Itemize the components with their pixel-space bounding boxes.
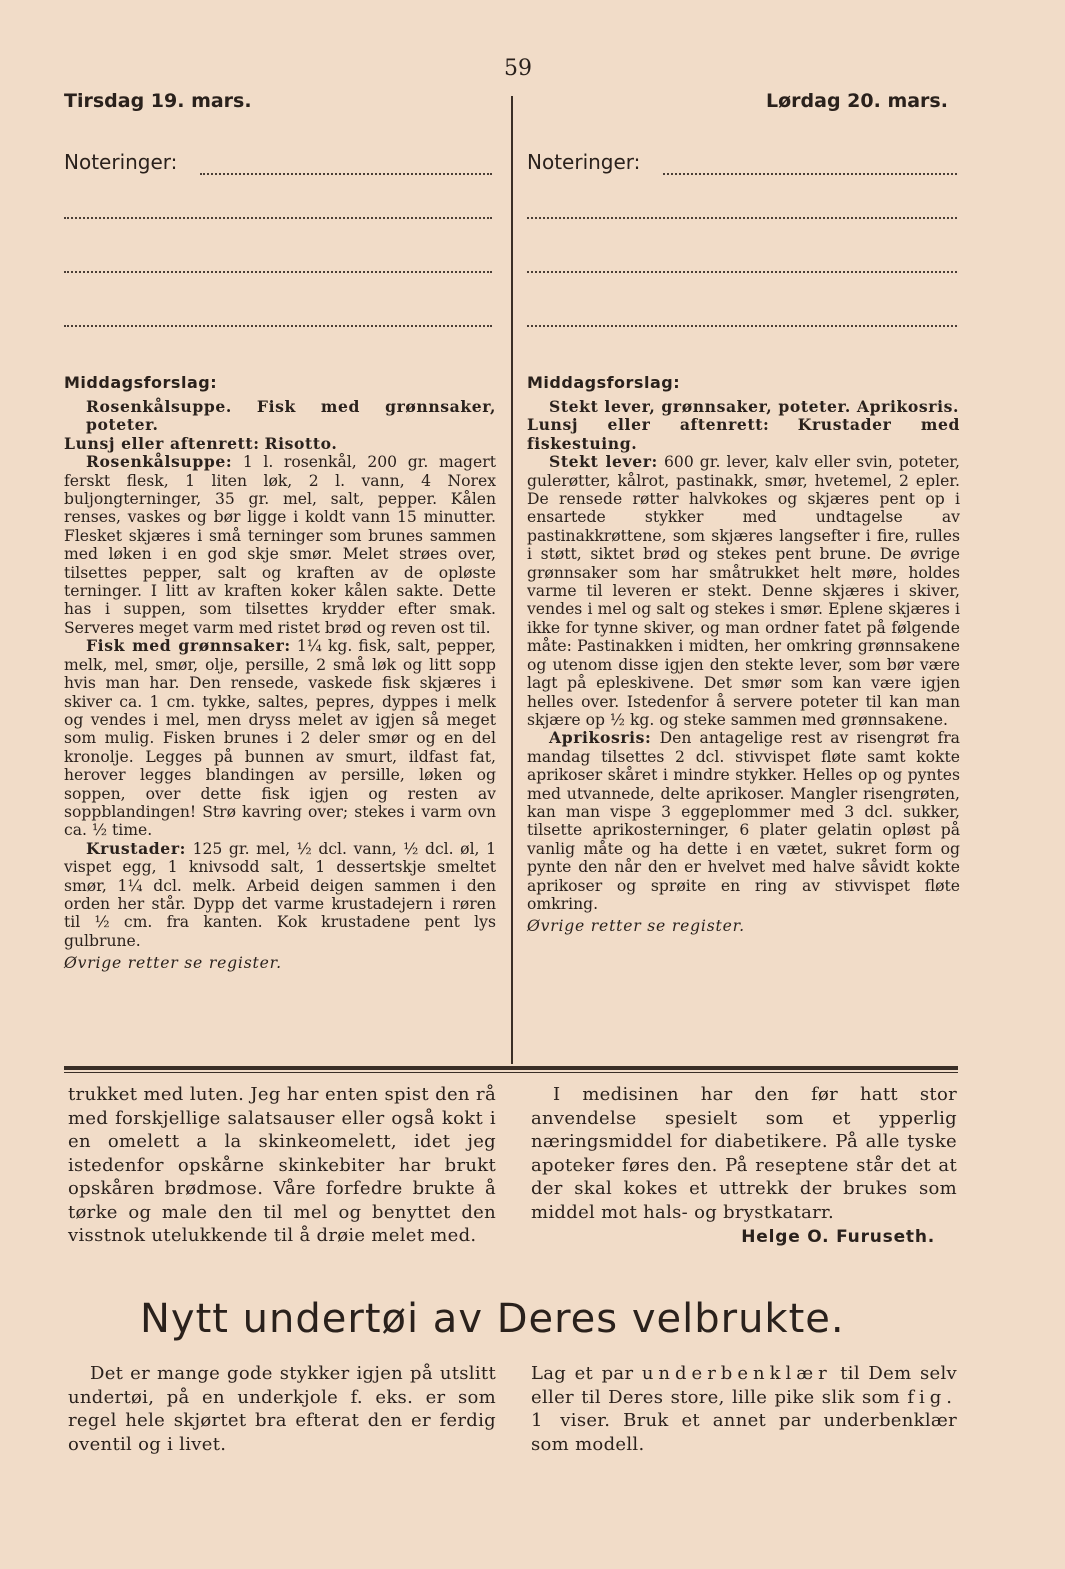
article-author: Helge O. Furuseth. [741, 1227, 935, 1247]
right-recipe-2 [527, 729, 960, 913]
right-notes-line-1 [663, 170, 957, 175]
right-recipes [527, 398, 960, 936]
left-lunch [64, 435, 496, 453]
left-recipe-1 [64, 453, 496, 637]
feature-right-post: viser. Bruk et annet par underbenklær som modell. [531, 1410, 958, 1455]
left-recipe-3 [64, 840, 496, 950]
left-recipe-2-title: Fisk med grønnsaker: [86, 636, 291, 656]
article-right [531, 1083, 957, 1250]
right-recipe-2-title: Aprikosris: [549, 728, 652, 748]
left-lunch-label: Lunsj eller aftenrett: [64, 433, 260, 453]
right-day-title: Lørdag 20. mars. [766, 90, 948, 112]
left-notes-line-1 [200, 170, 492, 175]
left-recipe-3-text: 125 gr. mel, ½ dcl. vann, ½ dcl. øl, 1 vispet egg, 1 knivsodd salt, 1 dessertskje smeltet smør, 1¼ dcl. melk. Arbeid deigen sammen i den orden her står. Dypp det varme krustadejern i røren til ½ cm. fra kanten. Kok krustadene pent lys gulbrune. [64, 839, 496, 950]
left-dinner-menu: Rosenkålsuppe. Fisk med grønnsaker, poteter. [86, 397, 496, 435]
left-notes-line-4 [64, 322, 492, 327]
right-notes-label: Noteringer: [527, 150, 641, 174]
article-left [68, 1083, 496, 1248]
left-recipe-1-text: 1 l. rosenkål, 200 gr. magert ferskt flesk, 1 liten løk, 2 l. vann, 4 Norex buljongterninger, 35 gr. mel, salt, pepper. Kålen renses, vaskes og bør ligge i koldt vann 15 minutter. Flesket skjæres i små terninger som brunes sammen med løken i en god skje smør. Melet strøes over, tilsettes pepper, salt og kraften av de opløste terninger. I litt av kraften koker kålen sakte. Dette has i suppen, som tilsettes krydder efter smak. Serveres meget varm med ristet brød og reven ost til. [64, 453, 496, 637]
right-recipe-1-text: 600 gr. lever, kalv eller svin, poteter, gulerøtter, kålrot, pastinakk, smør, hvetemel, 2 epler. De rensede røtter halvkokes og skjæres pent op i ensartede stykker med undtagelse av pastinakkrøttene, som skjæres langsefter i fire, rulles i støtt, siktet brød og stekes pent brune. De øvrige grønnsaker som har småtrukket helt møre, holdes varme til leveren er stekt. Denne skjæres i skiver, vendes i mel og salt og stekes i smør. Eplene skjæres i ikke for tynne skiver, og man ordner fatet på følgende måte: Pastinakken i midten, her omkring grønnsakene og utenom disse igjen den stekte lever, som bør være lagt på epleskivene. Det smør som kan være igjen helles over. Istedenfor å servere poteter til kan man skjære op ½ kg. og steke sammen med grønnsakene. [527, 453, 960, 729]
left-recipe-1-title: Rosenkålsuppe: [86, 452, 233, 472]
feature-right-spaced: underbenklær [641, 1363, 832, 1384]
left-notes-line-2 [64, 214, 492, 219]
feature-left-text: Det er mange gode stykker igjen på utslitt undertøi, på en underkjole f. eks. er som regel hele skjørtet bra efterat den er ferdig oventil og i livet. [68, 1363, 496, 1455]
right-dinner-menu: Stekt lever, grønnsaker, poteter. Aprikosris. [549, 397, 959, 416]
right-lunch-value: Krustader med fiskestuing. [527, 415, 960, 453]
right-recipe-1 [527, 453, 960, 729]
feature-right-mid: til Dem selv eller til Deres store, lille pike slik som [531, 1363, 957, 1408]
feature-left [68, 1362, 496, 1456]
left-recipe-2-text: 1¼ kg. fisk, salt, pepper, melk, mel, smør, olje, persille, 2 små løk og litt sopp hvis man har. Den rensede, vaskede fisk skjæres i skiver ca. 1 cm. tykke, saltes, pepres, dyppes i melk og vendes i mel, men dryss melet av igjen så meget som mulig. Fisken brunes i 2 deler smør og en del kronolje. Legges på bunnen av smurt, ildfast fat, herover legges blandingen av persille, løken og soppen, over dette fisk igjen og resten av soppblandingen! Strø kavring over; stekes i varm ovn ca. ½ time. [64, 637, 496, 840]
article-left-text: trukket med luten. Jeg har enten spist den rå med forskjellige salatsauser eller også kokt i en omelett a la skinkeomelett, idet jeg istedenfor opskårne skinkebiter har brukt opskåren brødmose. Våre forfedre brukte å tørke og male den til mel og benyttet den visstnok utelukkende til å drøie melet med. [68, 1084, 496, 1246]
right-lunch-label: Lunsj eller aftenrett: [527, 415, 770, 435]
column-divider [511, 96, 513, 1064]
right-recipe-1-title: Stekt lever: [549, 452, 658, 472]
left-recipe-3-title: Krustader: [86, 838, 186, 858]
section-rule-thick [64, 1066, 958, 1070]
feature-right-text [531, 1362, 957, 1456]
left-notes-label: Noteringer: [64, 150, 178, 174]
right-notes-line-4 [527, 322, 957, 327]
left-other-dishes: Øvrige retter se register. [64, 954, 282, 973]
page-number: 59 [504, 56, 532, 81]
left-notes-line-3 [64, 268, 492, 273]
article-right-text: I medisinen har den før hatt stor anvendelse spesielt som et ypperlig næringsmiddel for diabetikere. På alle tyske apoteker føres den. På reseptene står det at der skal kokes et uttrekk der brukes som middel mot hals- og brystkatarr. [531, 1084, 957, 1223]
right-lunch [527, 416, 960, 453]
left-recipes [64, 398, 496, 973]
right-dinner-label: Middagsforslag: [527, 373, 681, 392]
left-recipe-2 [64, 637, 496, 839]
right-notes-line-2 [527, 214, 957, 219]
right-recipe-2-text: Den antagelige rest av risengrøt fra mandag tilsettes 2 dcl. stivvispet fløte samt kokte aprikoser skåret i mindre stykker. Helles op og pyntes med utvannede, delte aprikoser. Mangler risengrøten, kan man vispe 3 eggeplommer med 3 dcl. sukker, tilsette aprikosterninger, 6 plater gelatin opløst på vanlig måte og ha dette i en vætet, sukret form og pynte den når den er hvelvet med halve såvidt kokte aprikoser og sprøite en ring av stivvispet fløte omkring. [527, 729, 960, 913]
left-lunch-value: Risotto. [264, 433, 338, 453]
left-day-title: Tirsdag 19. mars. [64, 90, 252, 112]
right-notes-line-3 [527, 268, 957, 273]
feature-right [531, 1362, 957, 1456]
left-dinner-label: Middagsforslag: [64, 373, 218, 392]
feature-right-fig: fig. 1 [531, 1386, 957, 1431]
feature-right-pre: Lag et par [531, 1363, 634, 1384]
right-other-dishes: Øvrige retter se register. [527, 917, 745, 936]
section-rule-thin [64, 1072, 958, 1073]
feature-headline: Nytt undertøi av Deres velbrukte. [140, 1296, 845, 1342]
